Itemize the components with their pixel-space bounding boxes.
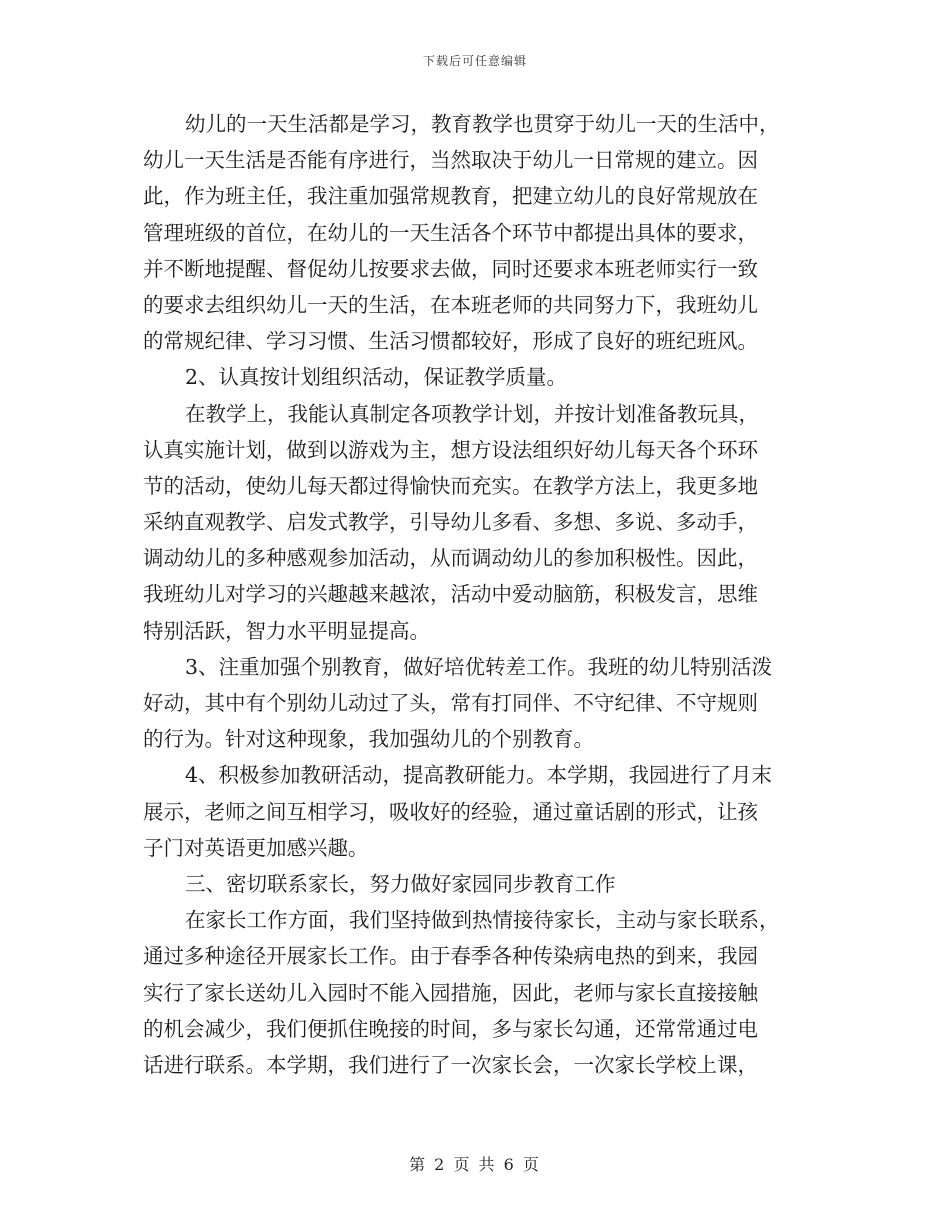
text-line: 并不断地提醒、督促幼儿按要求去做，同时还要求本班老师实行一致	[143, 256, 758, 281]
text-line: 采纳直观教学、启发式教学，引导幼儿多看、多想、多说、多动手，	[143, 510, 758, 535]
text-line: 4、积极参加教研活动，提高教研能力。本学期，我园进行了月末	[185, 763, 773, 788]
text-line: 特别活跃，智力水平明显提高。	[143, 618, 430, 643]
text-line: 我班幼儿对学习的兴趣越来越浓，活动中爱动脑筋，积极发言，思维	[143, 582, 758, 607]
page-number-footer: 第 2 页 共 6 页	[409, 1155, 541, 1174]
document-body	[143, 106, 815, 1083]
text-line: 此，作为班主任，我注重加强常规教育，把建立幼儿的良好常规放在	[143, 184, 758, 209]
text-line: 调动幼儿的多种感观参加活动，从而调动幼儿的参加积极性。因此，	[143, 546, 758, 571]
text-line: 3、注重加强个别教育，做好培优转差工作。我班的幼儿特别活泼	[185, 654, 773, 679]
text-line: 的要求去组织幼儿一天的生活，在本班老师的共同努力下，我班幼儿	[143, 292, 758, 317]
text-line: 话进行联系。本学期，我们进行了一次家长会，一次家长学校上课，	[143, 1052, 758, 1077]
text-line: 实行了家长送幼儿入园时不能入园措施，因此，老师与家长直接接触	[143, 980, 758, 1005]
section-heading: 三、密切联系家长，努力做好家园同步教育工作	[185, 871, 616, 896]
text-line: 的机会减少，我们便抓住晚接的时间，多与家长勾通，还常常通过电	[143, 1016, 758, 1041]
text-line: 在教学上，我能认真制定各项教学计划，并按计划准备教玩具，	[185, 401, 759, 426]
text-line: 节的活动，使幼儿每天都过得愉快而充实。在教学方法上，我更多地	[143, 473, 758, 498]
text-line: 管理班级的首位，在幼儿的一天生活各个环节中都提出具体的要求，	[143, 220, 758, 245]
text-line: 子门对英语更加感兴趣。	[143, 835, 369, 860]
text-line: 幼儿的一天生活都是学习，教育教学也贯穿于幼儿一天的生活中，	[185, 112, 780, 136]
section-heading: 2、认真按计划组织活动，保证教学质量。	[185, 365, 568, 390]
text-line: 好动，其中有个别幼儿动过了头，常有打同伴、不守纪律、不守规则	[143, 691, 758, 715]
text-line: 的常规纪律、学习习惯、生活习惯都较好，形成了良好的班纪班风。	[143, 329, 758, 354]
text-line: 展示，老师之间互相学习，吸收好的经验，通过童话剧的形式，让孩	[143, 799, 758, 824]
text-line: 在家长工作方面，我们坚持做到热情接待家长，主动与家长联系，	[185, 908, 780, 933]
text-line: 的行为。针对这种现象，我加强幼儿的个别教育。	[143, 727, 594, 752]
text-line: 认真实施计划，做到以游戏为主，想方设法组织好幼儿每天各个环环	[143, 437, 758, 462]
text-line: 幼儿一天生活是否能有序进行，当然取决于幼儿一日常规的建立。因	[143, 148, 758, 173]
text-line: 通过多种途径开展家长工作。由于春季各种传染病电热的到来，我园	[143, 944, 758, 969]
page-header: 下载后可任意编辑	[422, 54, 527, 68]
